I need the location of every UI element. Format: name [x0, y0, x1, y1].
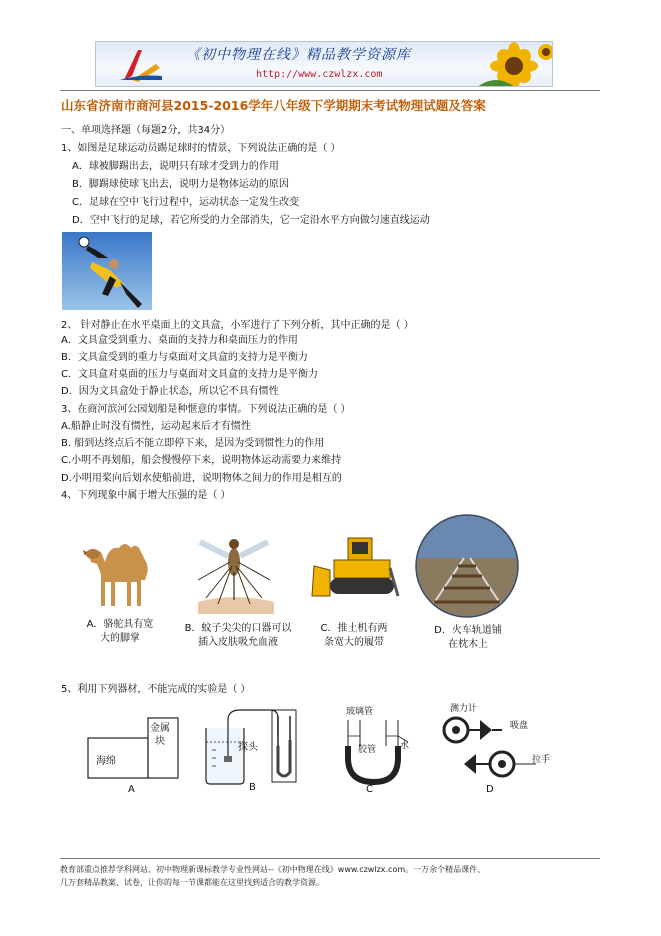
q4-caption-c: C．推土机有两 条宽大的履带 [320, 623, 388, 648]
q2-option-b: B．文具盒受到的重力与桌面对文具盒的支持力是平衡力 [61, 352, 308, 363]
railway-track-image [414, 514, 520, 618]
q5-letter-b: B [249, 782, 256, 793]
q5-letter-d: D [486, 784, 494, 795]
footer-line-2: 几万套精品教案、试卷，让你的每一节课都能在这里找到适合的教学资源。 [60, 878, 324, 887]
q3-option-c: C.小明不再划船，船会慢慢停下来，说明物体运动需要力来维持 [61, 455, 342, 466]
q1-option-d: D．空中飞行的足球，若它所受的力全部消失，它一定沿水平方向做匀速直线运动 [72, 215, 430, 226]
q3-option-d: D.小明用桨向后划水使船前进，说明物体之间力的作用是相互的 [61, 473, 342, 484]
q5-stem: 5、利用下列器材，不能完成的实验是（ ） [61, 684, 251, 695]
q2-option-c: C．文具盒对桌面的压力与桌面对文具盒的支持力是平衡力 [61, 369, 318, 380]
q3-stem: 3、在商河滨河公园划船是种惬意的事情。下列说法正确的是（ ） [61, 404, 351, 415]
logo-icon [116, 46, 166, 84]
q1-stem: 1、如图是足球运动员踢足球时的情景，下列说法正确的是（ ） [61, 143, 341, 154]
bulldozer-image [308, 522, 400, 614]
banner-url: http://www.czwlzx.com [256, 69, 383, 80]
camel-image [75, 522, 165, 614]
label-glass-tube: 玻璃管 [346, 707, 374, 717]
label-dynamometer: 测力计 [450, 704, 478, 714]
q2-option-a: A．文具盒受到重力、桌面的支持力和桌面压力的作用 [61, 335, 298, 346]
page-title: 山东省济南市商河县2015-2016学年八年级下学期期末考试物理试题及答案 [61, 98, 486, 113]
banner-title: 《初中物理在线》精品教学资源库 [186, 47, 411, 63]
label-suction-cup: 吸盘 [510, 721, 529, 731]
label-sponge: 海绵 [96, 756, 116, 767]
label-metal-block: 金属块 [150, 723, 170, 747]
q3-option-a: A.船静止时没有惯性，运动起来后才有惯性 [61, 421, 251, 432]
footer-line-1: 教育部重点推荐学科网站、初中物理新课标教学专业性网站--《初中物理在线》www.czwlzx.com。一万余个精品课件、 [60, 865, 486, 874]
footer-rule [60, 858, 600, 859]
mosquito-image [188, 522, 280, 614]
q4-caption-a: A．骆驼具有宽 大的脚掌 [86, 619, 154, 644]
sunflower-icon [476, 42, 553, 87]
q4-caption-d: D．火车轨道铺 在枕木上 [434, 625, 502, 650]
q1-option-a: A．球被脚踢出去，说明只有球才受到力的作用 [72, 161, 279, 172]
q4-stem: 4、下列现象中属于增大压强的是（ ） [61, 490, 231, 501]
label-handle: 拉手 [532, 755, 551, 765]
q1-option-c: C．足球在空中飞行过程中，运动状态一定发生改变 [72, 197, 299, 208]
q5-letter-a: A [128, 784, 135, 795]
label-water: 水 [400, 741, 410, 751]
q4-caption-b: B．蚊子尖尖的口器可以 插入皮肤吸允血液 [184, 623, 292, 648]
q3-option-b: B. 船到达终点后不能立即停下来，是因为受到惯性力的作用 [61, 438, 325, 449]
label-probe: 探头 [238, 742, 258, 753]
q1-option-b: B．脚踢球使球飞出去，说明力是物体运动的原因 [72, 179, 289, 190]
label-rubber-tube: 胶管 [358, 745, 377, 755]
header-banner [95, 41, 553, 87]
q5-letter-c: C [366, 784, 373, 795]
q2-stem: 2、 针对静止在水平桌面上的文具盒，小军进行了下列分析，其中正确的是（ ） [61, 320, 414, 331]
q2-option-d: D．因为文具盒处于静止状态，所以它不具有惯性 [61, 386, 279, 397]
header-rule [60, 90, 600, 91]
section-heading: 一、单项选择题（每题2分，共34分） [61, 125, 231, 136]
soccer-player-image [62, 232, 152, 310]
